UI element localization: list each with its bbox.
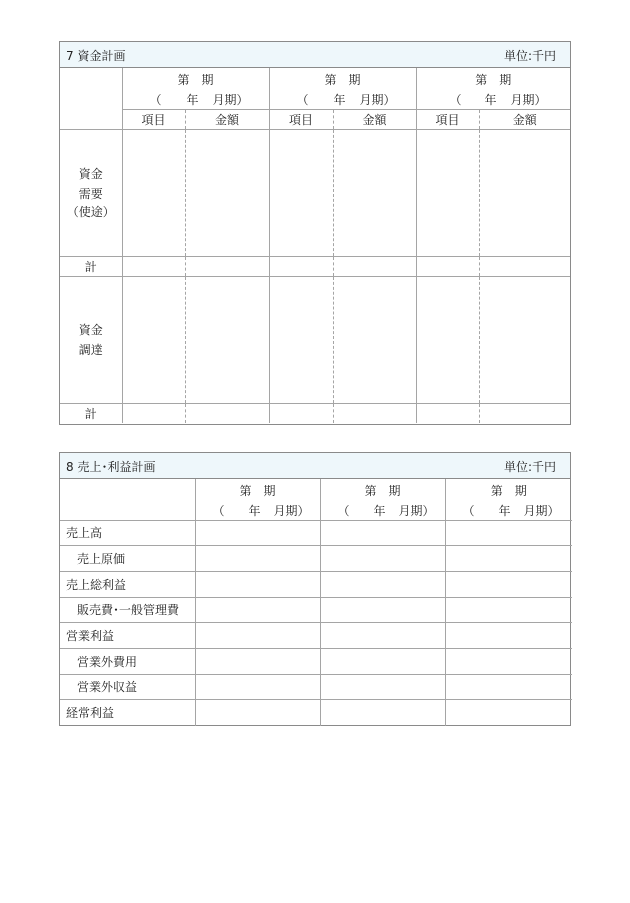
row-label: 経常利益	[60, 700, 195, 726]
demand-total-item-cell[interactable]	[122, 256, 185, 276]
value-cell[interactable]	[445, 623, 572, 649]
value-cell[interactable]	[195, 571, 320, 597]
header-corner	[60, 479, 195, 520]
table-row	[60, 623, 572, 649]
funding-total-amount-cell[interactable]	[333, 403, 416, 423]
value-cell[interactable]	[195, 520, 320, 546]
header-corner	[60, 68, 122, 129]
row-label: 営業利益	[60, 623, 195, 649]
value-cell[interactable]	[320, 597, 445, 623]
row-label: 売上総利益	[60, 571, 195, 597]
period-label: 第 期	[177, 73, 214, 87]
demand-total-item-cell[interactable]	[269, 256, 333, 276]
table-row	[60, 648, 572, 674]
row-label: 売上原価	[60, 546, 195, 572]
period-label: 第 期	[475, 73, 512, 87]
value-cell[interactable]	[320, 700, 445, 726]
unit-label: 単位:千円	[503, 460, 556, 474]
period-label: 第 期	[324, 73, 361, 87]
row-label: 売上高	[60, 520, 195, 546]
section-title: 7 資金計画	[66, 49, 126, 63]
month-label: 月期）	[510, 93, 547, 107]
table-row	[60, 520, 572, 546]
period-label: 第 期	[490, 484, 527, 498]
value-cell[interactable]	[195, 546, 320, 572]
funding-total-label: 計	[60, 403, 122, 423]
period-label: 第 期	[364, 484, 401, 498]
value-cell[interactable]	[320, 674, 445, 700]
value-cell[interactable]	[195, 623, 320, 649]
paren-open: （	[296, 93, 309, 107]
funding-label: 資金 調達	[60, 276, 122, 403]
demand-item-cell[interactable]	[122, 129, 185, 256]
paren-open: （	[449, 93, 462, 107]
funding-item-cell[interactable]	[416, 276, 479, 403]
month-label: 月期）	[273, 504, 310, 518]
value-cell[interactable]	[445, 571, 572, 597]
value-cell[interactable]	[320, 520, 445, 546]
funding-total-item-cell[interactable]	[269, 403, 333, 423]
paren-open: （	[337, 504, 350, 518]
unit-label: 単位:千円	[503, 49, 556, 63]
demand-item-cell[interactable]	[269, 129, 333, 256]
col-item-header: 項目	[269, 109, 333, 129]
funding-item-cell[interactable]	[122, 276, 185, 403]
table-row	[60, 571, 572, 597]
section-funding-plan	[59, 41, 571, 425]
value-cell[interactable]	[445, 700, 572, 726]
demand-total-amount-cell[interactable]	[479, 256, 570, 276]
year-label: 年	[373, 504, 386, 518]
funding-plan-table	[60, 68, 570, 423]
row-label: 販売費･一般管理費	[60, 597, 195, 623]
period-header	[122, 68, 269, 109]
year-label: 年	[248, 504, 261, 518]
table-row	[60, 674, 572, 700]
funding-total-amount-cell[interactable]	[185, 403, 269, 423]
section-sales-profit-plan	[59, 452, 571, 726]
col-amount-header: 金額	[479, 109, 570, 129]
table-row	[60, 597, 572, 623]
value-cell[interactable]	[445, 546, 572, 572]
value-cell[interactable]	[445, 597, 572, 623]
demand-total-amount-cell[interactable]	[185, 256, 269, 276]
value-cell[interactable]	[195, 700, 320, 726]
demand-total-label: 計	[60, 256, 122, 276]
demand-item-cell[interactable]	[416, 129, 479, 256]
period-header	[320, 479, 445, 520]
demand-amount-cell[interactable]	[479, 129, 570, 256]
col-amount-header: 金額	[333, 109, 416, 129]
section-header	[60, 42, 570, 68]
row-label: 営業外収益	[60, 674, 195, 700]
funding-amount-cell[interactable]	[479, 276, 570, 403]
col-item-header: 項目	[122, 109, 185, 129]
table-row	[60, 546, 572, 572]
sales-profit-table	[60, 479, 572, 726]
funding-total-item-cell[interactable]	[122, 403, 185, 423]
col-item-header: 項目	[416, 109, 479, 129]
funding-total-amount-cell[interactable]	[479, 403, 570, 423]
month-label: 月期）	[212, 93, 249, 107]
value-cell[interactable]	[320, 623, 445, 649]
month-label: 月期）	[359, 93, 396, 107]
value-cell[interactable]	[445, 648, 572, 674]
funding-amount-cell[interactable]	[185, 276, 269, 403]
row-label: 営業外費用	[60, 648, 195, 674]
value-cell[interactable]	[195, 674, 320, 700]
year-label: 年	[498, 504, 511, 518]
period-header	[445, 479, 572, 520]
year-label: 年	[484, 93, 497, 107]
table-row	[60, 700, 572, 726]
paren-open: （	[149, 93, 162, 107]
value-cell[interactable]	[320, 571, 445, 597]
demand-total-amount-cell[interactable]	[333, 256, 416, 276]
month-label: 月期）	[523, 504, 560, 518]
value-cell[interactable]	[320, 546, 445, 572]
period-header	[269, 68, 416, 109]
paren-open: （	[212, 504, 225, 518]
period-header	[195, 479, 320, 520]
period-label: 第 期	[239, 484, 276, 498]
funding-total-item-cell[interactable]	[416, 403, 479, 423]
value-cell[interactable]	[445, 520, 572, 546]
demand-amount-cell[interactable]	[185, 129, 269, 256]
col-amount-header: 金額	[185, 109, 269, 129]
demand-label: 資金 需要 （使途）	[60, 129, 122, 256]
month-label: 月期）	[398, 504, 435, 518]
value-cell[interactable]	[195, 597, 320, 623]
period-header	[416, 68, 570, 109]
funding-amount-cell[interactable]	[333, 276, 416, 403]
funding-item-cell[interactable]	[269, 276, 333, 403]
year-label: 年	[186, 93, 199, 107]
section-header	[60, 453, 570, 479]
demand-total-item-cell[interactable]	[416, 256, 479, 276]
value-cell[interactable]	[195, 648, 320, 674]
section-title: 8 売上･利益計画	[66, 460, 156, 474]
year-label: 年	[333, 93, 346, 107]
demand-amount-cell[interactable]	[333, 129, 416, 256]
value-cell[interactable]	[445, 674, 572, 700]
value-cell[interactable]	[320, 648, 445, 674]
paren-open: （	[462, 504, 475, 518]
